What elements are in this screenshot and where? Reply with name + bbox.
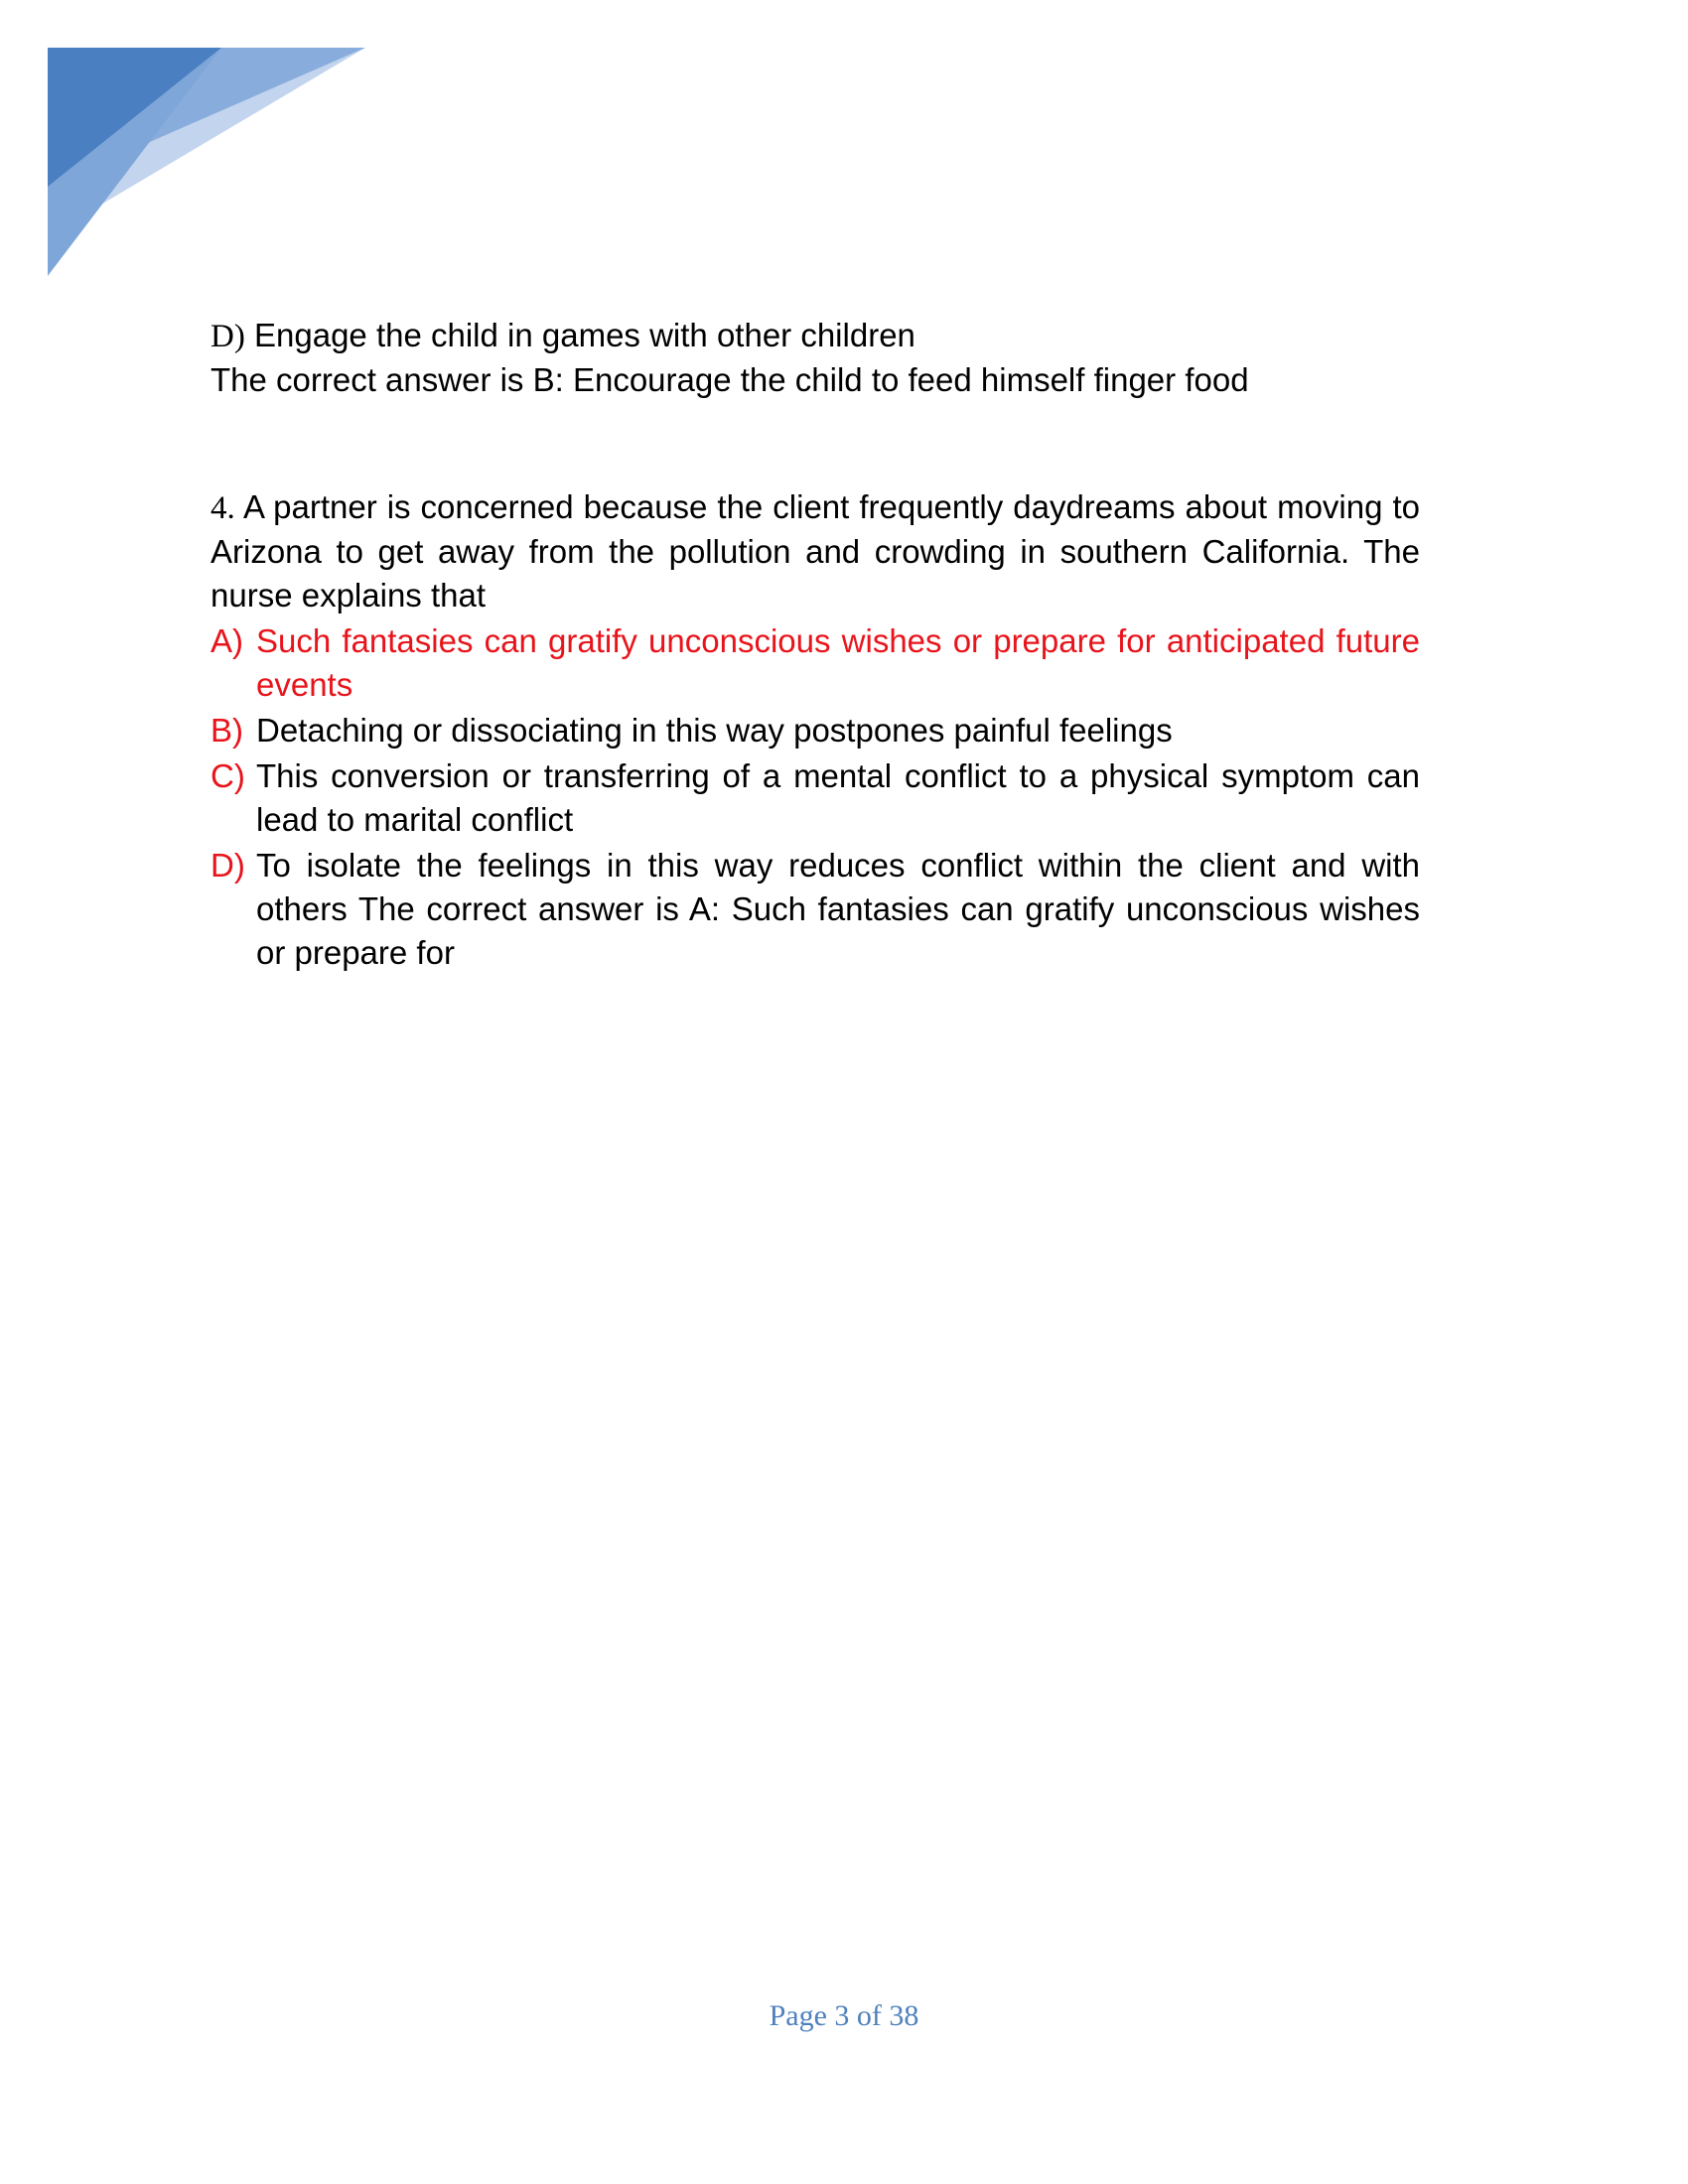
option-a-letter: A): [211, 622, 243, 659]
option-a: [211, 619, 1420, 707]
option-a-text: Such fantasies can gratify unconscious wishes or prepare for anticipated future events: [256, 622, 1420, 703]
page-number-footer: Page 3 of 38: [769, 1999, 919, 2032]
prev-option-d: [211, 314, 1420, 358]
option-b: [211, 709, 1420, 752]
prev-correct-answer: The correct answer is B: Encourage the child to feed himself finger food: [211, 361, 1249, 398]
question-number: 4.: [211, 490, 235, 526]
blue-corner-banner-icon: [48, 48, 375, 276]
option-c-text: This conversion or transferring of a mental conflict to a physical symptom can lead to marital conflict: [256, 757, 1420, 838]
option-d-text: To isolate the feelings in this way reduces conflict within the client and with others The correct answer is A: Such fantasies can gratify unconscious wishes or prepare for: [256, 847, 1420, 971]
option-d: [211, 844, 1420, 975]
option-b-text: Detaching or dissociating in this way postpones painful feelings: [256, 712, 1173, 749]
question-stem: [211, 485, 1420, 617]
prev-option-d-letter: D): [211, 319, 245, 354]
spacer: [211, 402, 1420, 485]
option-c-letter: C): [211, 757, 245, 794]
option-b-letter: B): [211, 712, 243, 749]
option-c: [211, 754, 1420, 842]
document-body: [211, 314, 1420, 975]
question-stem-text: A partner is concerned because the client frequently daydreams about moving to Arizona to get away from the pollution and crowding in southern California. The nurse explains that: [211, 488, 1420, 614]
option-d-letter: D): [211, 847, 245, 884]
prev-option-d-text: Engage the child in games with other children: [254, 317, 915, 353]
